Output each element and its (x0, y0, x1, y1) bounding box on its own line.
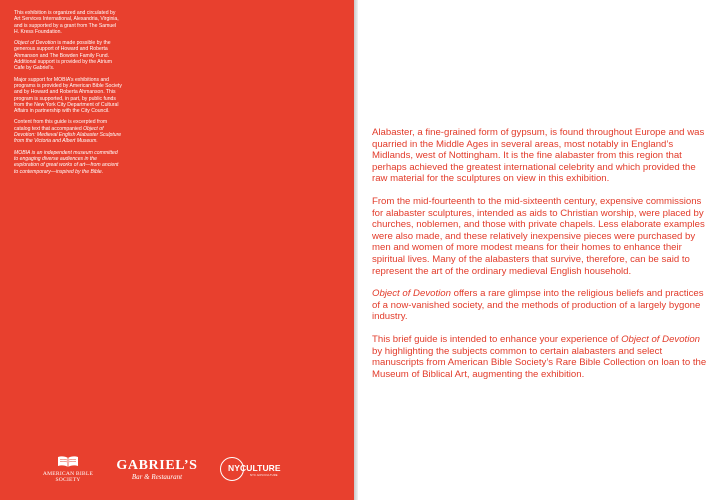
left-page (0, 0, 354, 500)
nyc-logo-text: NYCULTURE (228, 463, 281, 473)
paragraph-guide-lead: This brief guide is intended to enhance your experience of (372, 333, 622, 345)
gabriels-subtitle: Bar & Restaurant (131, 473, 183, 481)
credits-column (14, 10, 122, 180)
abs-logo-text: AMERICAN BIBLE SOCIETY (42, 471, 94, 483)
sponsor-logos (0, 455, 354, 491)
credits-mobia-mission (14, 150, 122, 175)
credits-funding (14, 40, 122, 71)
credits-content-lead: Content from this guide is excerpted from catalog text that accompanied (14, 119, 108, 132)
nyc-logo-subtext: NYC.GOV/CULTURE (250, 474, 278, 477)
intro-text (372, 127, 708, 391)
guide-exhibition-title: Object of Devotion (621, 333, 701, 345)
paragraph-exhibition-text: offers a rare glimpse into the religious beliefs and practices of a now-vanished society, and the methods of production of a largely bygone industry. (372, 288, 704, 323)
credits-catalog-title: Object of Devotion: Medieval English Alabaster Sculpture from the Victoria and Albert Museum. (14, 125, 122, 145)
credits-content-source (14, 119, 122, 144)
american-bible-society-logo (34, 455, 102, 483)
paragraph-alabaster: Alabaster, a fine-grained form of gypsum, is found throughout Europe and was quarried in the Middle Ages in several areas, most notably in England’s Midlands, west of Nottingham. It is the fine alabaster from this region that perhaps achieved the greatest international celebrity and which provided the raw material for the sculptures on view in this exhibition. (372, 127, 705, 185)
paragraph-history: From the mid-fourteenth to the mid-sixteenth century, expensive commissions for alabaster sculptures, intended as aids to Christian worship, were placed by churches, noblemen, and those with private chapels. Less elaborate examples were also made, and these relatively inexpensive pieces were purchased by men and women of more modest means for their homes to enhance their spiritual lives. Many of the alabasters that survive, therefore, can be said to represent the art of the ordinary medieval English household. (372, 195, 705, 277)
credits-funding-text: is made possible by the generous support of Howard and Roberta Ahmanson and The Bowden Family Fund. Additional support is provided by the Atrium Cafe by Gabriel’s. (14, 40, 112, 72)
credits-funding-title: Object of Devotion (14, 40, 56, 47)
open-book-icon (57, 455, 79, 469)
gabriels-logo (112, 459, 202, 482)
paragraph-guide-text: by highlighting the subjects common to certain alabasters and select manuscripts from American Bible Society’s Rare Bible Collection on loan to the Museum of Biblical Art, augmenting the exhibition. (372, 345, 707, 380)
paragraph-exhibition (372, 288, 708, 323)
credits-mobia-text: MOBIA is an independent museum committed to engaging diverse audiences in the exploration of great works of art—from ancient to contemporary—inspired by the Bible. (14, 149, 119, 175)
exhibition-title: Object of Devotion (372, 288, 451, 300)
credits-major-support: Major support for MOBIA’s exhibitions and programs is provided by American Bible Society and by Howard and Roberta Ahmanson. This program is supported, in part, by public funds from the New York City Department of Cultural Affairs in partnership with the City Council. (14, 76, 122, 115)
credits-organizer: This exhibition is organized and circulated by Art Services International, Alexandria, Virginia, and is supported by a grant from The Samuel H. Kress Foundation. (14, 10, 119, 35)
gabriels-name: GABRIEL’S (116, 458, 198, 473)
paragraph-guide (372, 334, 708, 380)
right-page (358, 0, 714, 500)
